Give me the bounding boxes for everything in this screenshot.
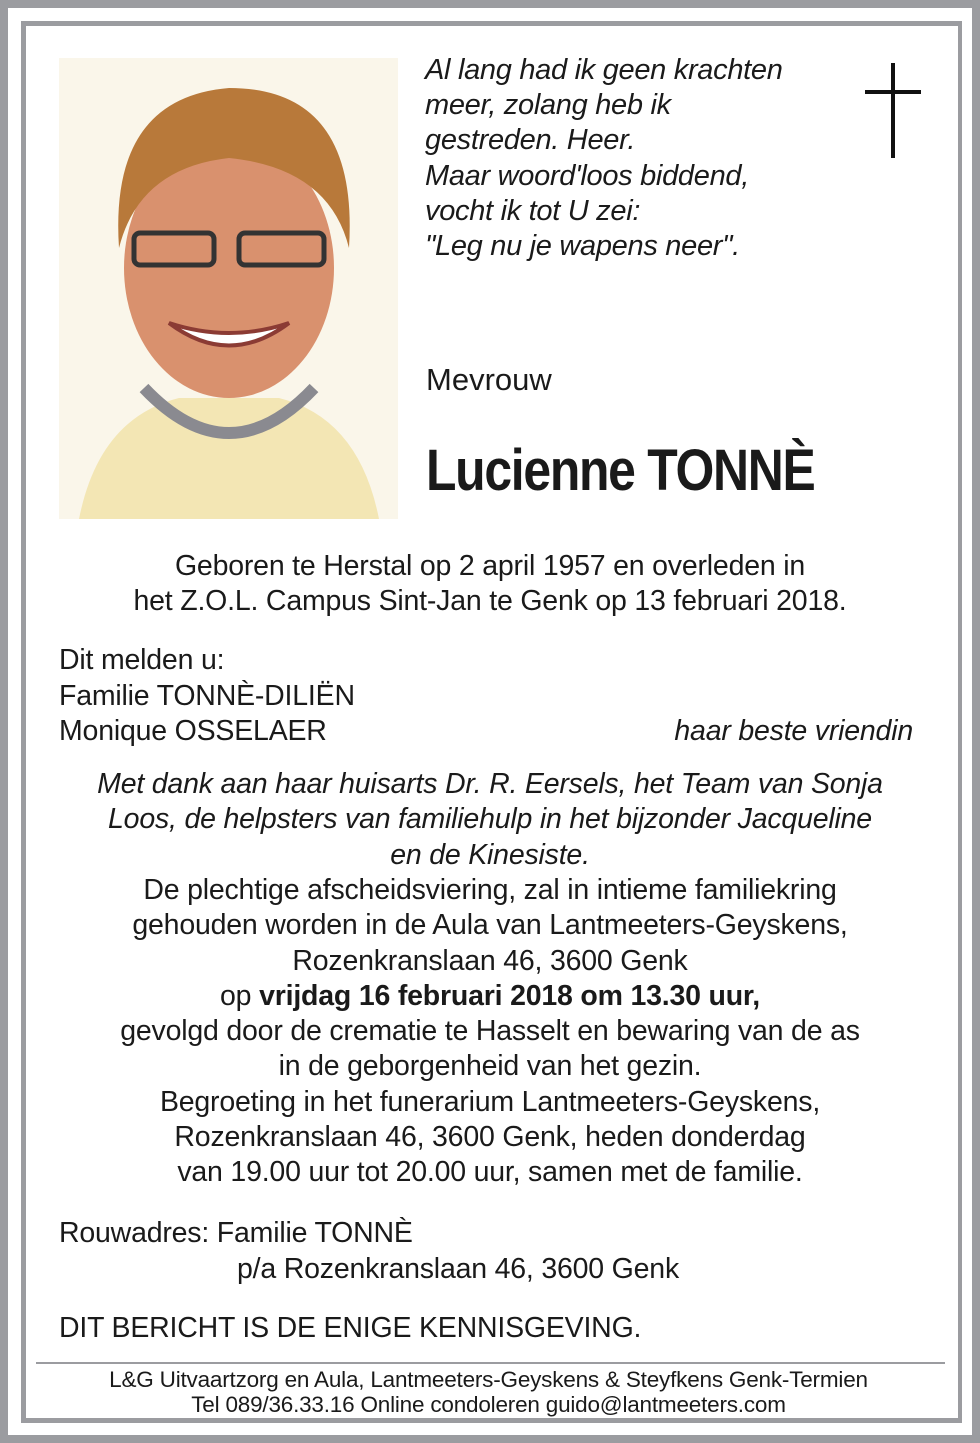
ceremony-line: gevolgd door de crematie te Hasselt en bewaring van de as bbox=[120, 1015, 860, 1048]
portrait-photo bbox=[59, 58, 398, 519]
announce-intro: Dit melden u: bbox=[59, 644, 225, 676]
deceased-name: Lucienne TONNÈ bbox=[426, 438, 815, 503]
address-line-1: Rouwadres: Familie TONNÈ bbox=[59, 1217, 413, 1249]
ceremony-line: gehouden worden in de Aula van Lantmeeters-Geyskens, bbox=[132, 909, 848, 942]
poem-line: vocht ik tot U zei: bbox=[425, 194, 641, 227]
friend-role: haar beste vriendin bbox=[674, 715, 913, 747]
poem-line: gestreden. Heer. bbox=[425, 124, 636, 157]
footer-divider bbox=[36, 1362, 945, 1364]
footer-line-2: Tel 089/36.33.16 Online condoleren guido@lantmeeters.com bbox=[191, 1392, 786, 1417]
announce-family: Familie TONNÈ-DILIËN bbox=[59, 680, 355, 712]
ceremony-date bbox=[30, 979, 950, 1014]
notice: DIT BERICHT IS DE ENIGE KENNISGEVING. bbox=[59, 1312, 642, 1344]
poem bbox=[425, 53, 783, 264]
thanks bbox=[30, 767, 950, 873]
date-bold: vrijdag 16 februari 2018 om 13.30 uur, bbox=[259, 979, 760, 1012]
thanks-line: en de Kinesiste. bbox=[390, 838, 590, 871]
ceremony-line: Begroeting in het funerarium Lantmeeters-Geyskens, bbox=[159, 1085, 821, 1118]
ceremony-line: Rozenkranslaan 46, 3600 Genk bbox=[292, 944, 688, 977]
ceremony-line: in de geborgenheid van het gezin. bbox=[278, 1050, 702, 1083]
ceremony-line: De plechtige afscheidsviering, zal in intieme familiekring bbox=[143, 874, 837, 906]
poem-line: Al lang had ik geen krachten bbox=[425, 54, 783, 86]
birth-death-info bbox=[30, 549, 950, 620]
footer-line-1: L&G Uitvaartzorg en Aula, Lantmeeters-Geyskens & Steyfkens Genk-Termien bbox=[109, 1367, 868, 1392]
address-line-2: p/a Rozenkranslaan 46, 3600 Genk bbox=[237, 1253, 679, 1285]
ceremony-line: van 19.00 uur tot 20.00 uur, samen met de familie. bbox=[177, 1156, 803, 1189]
thanks-line: Met dank aan haar huisarts Dr. R. Eersels, het Team van Sonja bbox=[97, 768, 883, 800]
honorific: Mevrouw bbox=[426, 362, 552, 397]
cross-icon bbox=[865, 63, 921, 158]
ceremony-info bbox=[30, 873, 950, 1191]
poem-line: "Leg nu je wapens neer". bbox=[425, 230, 740, 263]
thanks-line: Loos, de helpsters van familiehulp in het bijzonder Jacqueline bbox=[108, 803, 872, 836]
announce-friend: Monique OSSELAER bbox=[59, 715, 327, 747]
ceremony-line: Rozenkranslaan 46, 3600 Genk, heden donderdag bbox=[174, 1121, 806, 1154]
birth-line: Geboren te Herstal op 2 april 1957 en overleden in bbox=[174, 550, 806, 582]
birth-line: het Z.O.L. Campus Sint-Jan te Genk op 13 februari 2018. bbox=[133, 585, 847, 618]
date-prefix: op bbox=[220, 979, 260, 1012]
poem-line: meer, zolang heb ik bbox=[425, 89, 671, 122]
poem-line: Maar woord'loos biddend, bbox=[425, 159, 749, 192]
